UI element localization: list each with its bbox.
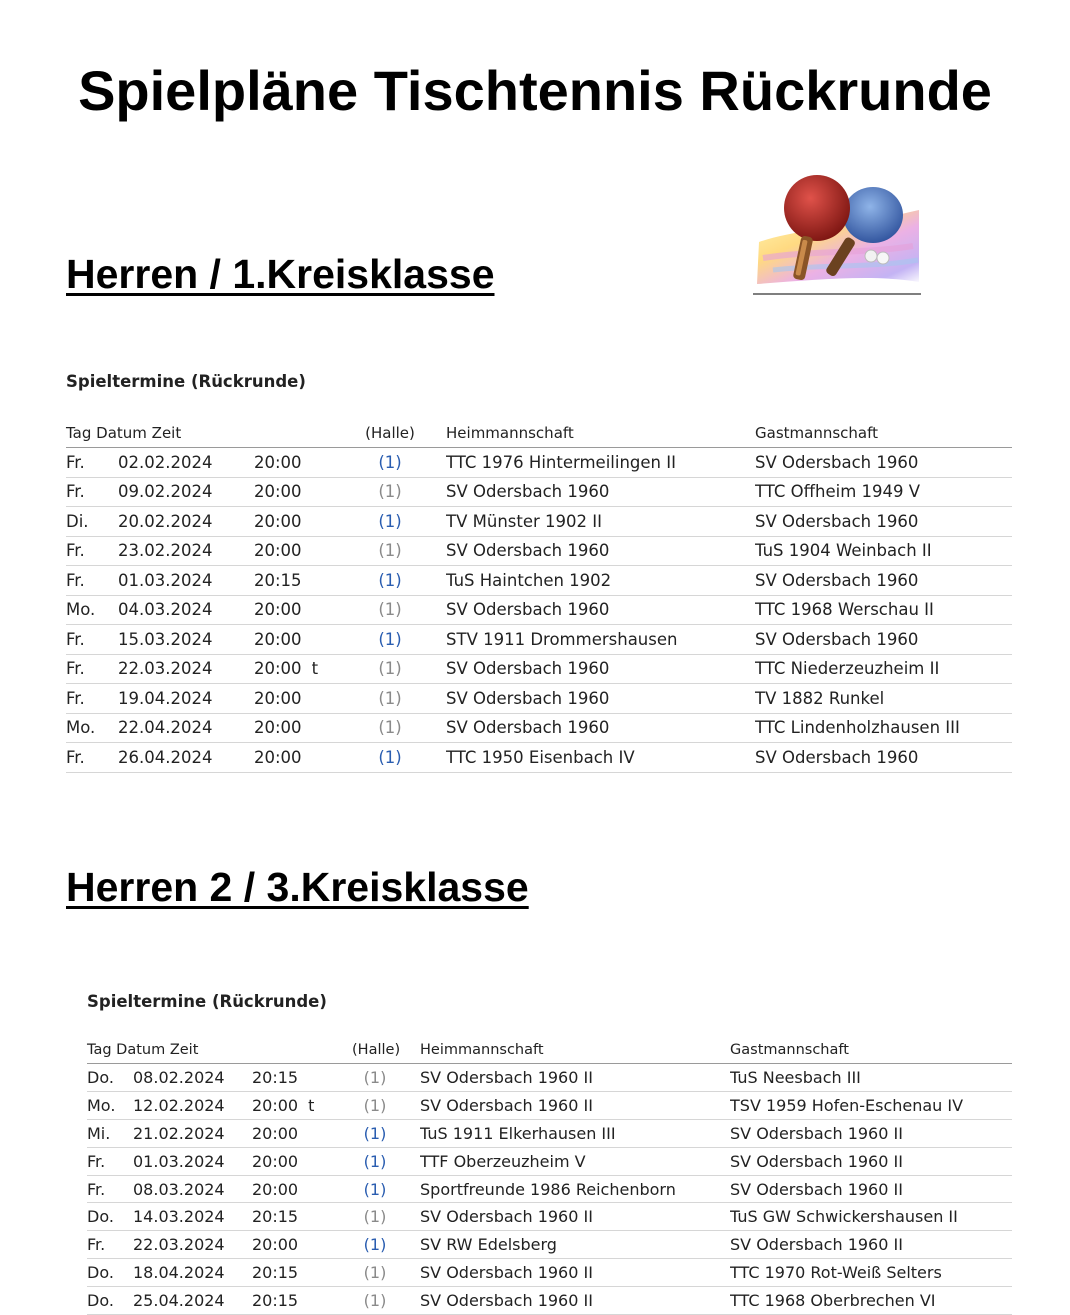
section-heading-herren-2: Herren 2 / 3.Kreisklasse [66, 864, 529, 910]
table-row [87, 1259, 1012, 1287]
cell-zeit [252, 1064, 352, 1092]
cell-zeit [254, 743, 354, 773]
cell-zeit [254, 566, 354, 596]
cell-heimmannschaft: SV Odersbach 1960 II [420, 1287, 730, 1315]
cell-datum: 26.04.2024 [118, 743, 254, 773]
cell-heimmannschaft: TTC 1950 Eisenbach IV [446, 743, 755, 773]
cell-halle [354, 536, 426, 566]
cell-datum: 01.03.2024 [133, 1147, 252, 1175]
cell-heimmannschaft: STV 1911 Drommershausen [446, 625, 755, 655]
cell-heimmannschaft: SV Odersbach 1960 [446, 684, 755, 714]
cell-tag: Fr. [66, 625, 118, 655]
cell-halle[interactable] [354, 743, 426, 773]
cell-halle [354, 713, 426, 743]
halle-link[interactable]: (1) [378, 452, 402, 472]
cell-halle [352, 1203, 398, 1231]
cell-gastmannschaft: TTC Offheim 1949 V [755, 477, 1012, 507]
cell-tag: Mi. [87, 1119, 133, 1147]
cell-tag: Fr. [87, 1175, 133, 1203]
cell-zeit [254, 536, 354, 566]
cell-halle [352, 1091, 398, 1119]
cell-datum: 20.02.2024 [118, 507, 254, 537]
cell-zeit [254, 507, 354, 537]
table-row [66, 477, 1012, 507]
cell-zeit [254, 684, 354, 714]
cell-datum: 23.02.2024 [118, 536, 254, 566]
table-row [87, 1064, 1012, 1092]
cell-tag: Do. [87, 1203, 133, 1231]
table-row [66, 654, 1012, 684]
cell-datum: 08.03.2024 [133, 1175, 252, 1203]
cell-spacer [426, 743, 446, 773]
halle-label: (1) [363, 1263, 387, 1283]
cell-tag: Fr. [87, 1147, 133, 1175]
cell-datum: 21.02.2024 [133, 1119, 252, 1147]
section-heading-herren-1: Herren / 1.Kreisklasse [66, 251, 495, 297]
halle-link[interactable]: (1) [378, 511, 402, 531]
cell-tag: Mo. [66, 595, 118, 625]
cell-halle [354, 654, 426, 684]
cell-tag: Fr. [66, 654, 118, 684]
zeit-value: 20:00 [252, 1179, 299, 1199]
cell-spacer [398, 1064, 420, 1092]
cell-gastmannschaft: SV Odersbach 1960 II [730, 1119, 1012, 1147]
cell-gastmannschaft: SV Odersbach 1960 II [730, 1147, 1012, 1175]
zeit-value: 20:00 [254, 747, 302, 767]
zeit-value: 20:00 [252, 1151, 299, 1171]
cell-zeit [252, 1259, 352, 1287]
cell-heimmannschaft: TV Münster 1902 II [446, 507, 755, 537]
cell-heimmannschaft: TTC 1976 Hintermeilingen II [446, 448, 755, 478]
cell-datum: 22.04.2024 [118, 713, 254, 743]
cell-datum: 19.04.2024 [118, 684, 254, 714]
halle-link[interactable]: (1) [363, 1235, 387, 1255]
cell-gastmannschaft: TTC Niederzeuzheim II [755, 654, 1012, 684]
schedule-title: Spieltermine (Rückrunde) [66, 372, 306, 391]
zeit-value: 20:00 [254, 659, 302, 679]
cell-gastmannschaft: TSV 1959 Hofen-Eschenau IV [730, 1091, 1012, 1119]
table-header-row [87, 1037, 1012, 1064]
cell-zeit [252, 1147, 352, 1175]
table-row [66, 625, 1012, 655]
cell-tag: Fr. [66, 536, 118, 566]
cell-zeit [252, 1175, 352, 1203]
cell-datum: 02.02.2024 [118, 448, 254, 478]
cell-datum: 01.03.2024 [118, 566, 254, 596]
cell-datum: 14.03.2024 [133, 1203, 252, 1231]
cell-gastmannschaft: SV Odersbach 1960 II [730, 1231, 1012, 1259]
cell-halle [352, 1287, 398, 1315]
halle-link[interactable]: (1) [378, 570, 402, 590]
schedule-title: Spieltermine (Rückrunde) [87, 992, 327, 1011]
zeit-value: 20:00 [254, 482, 302, 502]
cell-gastmannschaft: SV Odersbach 1960 [755, 566, 1012, 596]
cell-gastmannschaft: TuS 1904 Weinbach II [755, 536, 1012, 566]
zeit-value: 20:00 [254, 511, 302, 531]
cell-gastmannschaft: SV Odersbach 1960 [755, 625, 1012, 655]
cell-heimmannschaft: SV Odersbach 1960 II [420, 1091, 730, 1119]
column-header-halle: (Halle) [354, 419, 426, 448]
halle-label: (1) [363, 1291, 387, 1311]
flag-marker: t [311, 659, 319, 679]
column-header-tag-datum-zeit: Tag Datum Zeit [87, 1037, 352, 1064]
table-row [87, 1147, 1012, 1175]
cell-spacer [426, 595, 446, 625]
cell-zeit [252, 1231, 352, 1259]
cell-zeit [252, 1203, 352, 1231]
cell-datum: 22.03.2024 [118, 654, 254, 684]
table-row [87, 1119, 1012, 1147]
halle-label: (1) [378, 482, 402, 502]
cell-zeit [254, 477, 354, 507]
table-row [66, 448, 1012, 478]
table-row [66, 684, 1012, 714]
cell-heimmannschaft: SV Odersbach 1960 II [420, 1203, 730, 1231]
cell-spacer [426, 654, 446, 684]
cell-tag: Do. [87, 1064, 133, 1092]
cell-datum: 18.04.2024 [133, 1259, 252, 1287]
table-row [66, 566, 1012, 596]
cell-heimmannschaft: SV Odersbach 1960 II [420, 1259, 730, 1287]
zeit-value: 20:00 [252, 1123, 299, 1143]
column-header-gastmannschaft: Gastmannschaft [755, 419, 1012, 448]
cell-gastmannschaft: SV Odersbach 1960 [755, 743, 1012, 773]
cell-halle[interactable] [352, 1231, 398, 1259]
cell-zeit [254, 654, 354, 684]
table-row [87, 1091, 1012, 1119]
cell-tag: Fr. [66, 684, 118, 714]
cell-gastmannschaft: TuS Neesbach III [730, 1064, 1012, 1092]
zeit-value: 20:00 [252, 1095, 299, 1115]
cell-datum: 15.03.2024 [118, 625, 254, 655]
halle-label: (1) [363, 1095, 387, 1115]
column-header-gastmannschaft: Gastmannschaft [730, 1037, 1012, 1064]
cell-spacer [426, 507, 446, 537]
cell-gastmannschaft: TTC 1968 Werschau II [755, 595, 1012, 625]
cell-tag: Fr. [66, 448, 118, 478]
cell-zeit [252, 1287, 352, 1315]
cell-tag: Do. [87, 1259, 133, 1287]
cell-spacer [398, 1231, 420, 1259]
cell-halle[interactable] [354, 566, 426, 596]
cell-zeit [254, 625, 354, 655]
zeit-value: 20:15 [252, 1263, 299, 1283]
cell-gastmannschaft: TTC 1968 Oberbrechen VI [730, 1287, 1012, 1315]
table-row [66, 743, 1012, 773]
cell-halle [352, 1064, 398, 1092]
zeit-value: 20:15 [252, 1067, 299, 1087]
cell-spacer [426, 684, 446, 714]
table-row [66, 595, 1012, 625]
cell-tag: Mo. [87, 1091, 133, 1119]
cell-heimmannschaft: TuS Haintchen 1902 [446, 566, 755, 596]
cell-zeit [252, 1091, 352, 1119]
table-header-row [66, 419, 1012, 448]
cell-heimmannschaft: SV RW Edelsberg [420, 1231, 730, 1259]
cell-halle[interactable] [354, 448, 426, 478]
table-row [87, 1287, 1012, 1315]
cell-gastmannschaft: TTC Lindenholzhausen III [755, 713, 1012, 743]
cell-datum: 08.02.2024 [133, 1064, 252, 1092]
column-header-halle: (Halle) [352, 1037, 398, 1064]
zeit-value: 20:15 [252, 1291, 299, 1311]
zeit-value: 20:00 [252, 1235, 299, 1255]
cell-spacer [398, 1287, 420, 1315]
cell-spacer [426, 713, 446, 743]
cell-heimmannschaft: SV Odersbach 1960 [446, 654, 755, 684]
cell-zeit [254, 713, 354, 743]
page-title: Spielpläne Tischtennis Rückrunde [78, 59, 992, 122]
cell-halle[interactable] [354, 507, 426, 537]
halle-label: (1) [378, 659, 402, 679]
cell-spacer [398, 1203, 420, 1231]
table-row [66, 507, 1012, 537]
cell-gastmannschaft: SV Odersbach 1960 [755, 507, 1012, 537]
cell-heimmannschaft: TuS 1911 Elkerhausen III [420, 1119, 730, 1147]
halle-label: (1) [378, 541, 402, 561]
cell-tag: Do. [87, 1287, 133, 1315]
table-row [87, 1203, 1012, 1231]
cell-zeit [254, 448, 354, 478]
cell-spacer [398, 1147, 420, 1175]
halle-link[interactable]: (1) [363, 1123, 387, 1143]
cell-heimmannschaft: SV Odersbach 1960 [446, 595, 755, 625]
cell-spacer [398, 1259, 420, 1287]
cell-heimmannschaft: Sportfreunde 1986 Reichenborn [420, 1175, 730, 1203]
schedule-table-herren-1 [66, 419, 1012, 773]
zeit-value: 20:00 [254, 541, 302, 561]
column-header-heimmannschaft: Heimmannschaft [420, 1037, 730, 1064]
halle-link[interactable]: (1) [378, 747, 402, 767]
cell-datum: 22.03.2024 [133, 1231, 252, 1259]
halle-link[interactable]: (1) [363, 1179, 387, 1199]
cell-halle[interactable] [352, 1119, 398, 1147]
cell-spacer [426, 448, 446, 478]
column-header-tag-datum-zeit: Tag Datum Zeit [66, 419, 354, 448]
cell-spacer [398, 1119, 420, 1147]
zeit-value: 20:00 [254, 718, 302, 738]
zeit-value: 20:15 [252, 1207, 299, 1227]
cell-spacer [426, 625, 446, 655]
cell-spacer [426, 477, 446, 507]
halle-link[interactable]: (1) [378, 629, 402, 649]
cell-spacer [426, 566, 446, 596]
cell-heimmannschaft: SV Odersbach 1960 [446, 536, 755, 566]
cell-gastmannschaft: TTC 1970 Rot-Weiß Selters [730, 1259, 1012, 1287]
cell-spacer [398, 1091, 420, 1119]
cell-heimmannschaft: SV Odersbach 1960 [446, 477, 755, 507]
cell-tag: Fr. [66, 566, 118, 596]
zeit-value: 20:00 [254, 452, 302, 472]
halle-label: (1) [363, 1067, 387, 1087]
cell-tag: Fr. [87, 1231, 133, 1259]
cell-heimmannschaft: TTF Oberzeuzheim V [420, 1147, 730, 1175]
cell-zeit [254, 595, 354, 625]
cell-datum: 12.02.2024 [133, 1091, 252, 1119]
cell-tag: Di. [66, 507, 118, 537]
zeit-value: 20:15 [254, 570, 302, 590]
table-tennis-paddles-icon [753, 170, 921, 296]
cell-halle [354, 595, 426, 625]
cell-datum: 25.04.2024 [133, 1287, 252, 1315]
cell-spacer [426, 536, 446, 566]
halle-label: (1) [378, 600, 402, 620]
cell-heimmannschaft: SV Odersbach 1960 II [420, 1064, 730, 1092]
cell-gastmannschaft: TV 1882 Runkel [755, 684, 1012, 714]
halle-label: (1) [378, 688, 402, 708]
cell-tag: Fr. [66, 477, 118, 507]
cell-heimmannschaft: SV Odersbach 1960 [446, 713, 755, 743]
cell-gastmannschaft: SV Odersbach 1960 II [730, 1175, 1012, 1203]
halle-label: (1) [363, 1207, 387, 1227]
zeit-value: 20:00 [254, 600, 302, 620]
table-row [66, 713, 1012, 743]
cell-halle[interactable] [352, 1147, 398, 1175]
cell-gastmannschaft: SV Odersbach 1960 [755, 448, 1012, 478]
cell-gastmannschaft: TuS GW Schwickershausen II [730, 1203, 1012, 1231]
cell-datum: 09.02.2024 [118, 477, 254, 507]
cell-halle [352, 1259, 398, 1287]
cell-tag: Mo. [66, 713, 118, 743]
cell-halle [354, 477, 426, 507]
schedule-block-herren-2 [87, 990, 1012, 1315]
table-row [87, 1231, 1012, 1259]
schedule-table-herren-2 [87, 1037, 1012, 1315]
zeit-value: 20:00 [254, 688, 302, 708]
halle-label: (1) [378, 718, 402, 738]
cell-halle[interactable] [352, 1175, 398, 1203]
column-header-heimmannschaft: Heimmannschaft [446, 419, 755, 448]
table-row [66, 536, 1012, 566]
cell-tag: Fr. [66, 743, 118, 773]
table-row [87, 1175, 1012, 1203]
cell-zeit [252, 1119, 352, 1147]
halle-link[interactable]: (1) [363, 1151, 387, 1171]
cell-halle [354, 684, 426, 714]
schedule-block-herren-1 [66, 369, 1012, 773]
cell-spacer [398, 1175, 420, 1203]
flag-marker: t [308, 1095, 315, 1115]
cell-halle[interactable] [354, 625, 426, 655]
zeit-value: 20:00 [254, 629, 302, 649]
cell-datum: 04.03.2024 [118, 595, 254, 625]
